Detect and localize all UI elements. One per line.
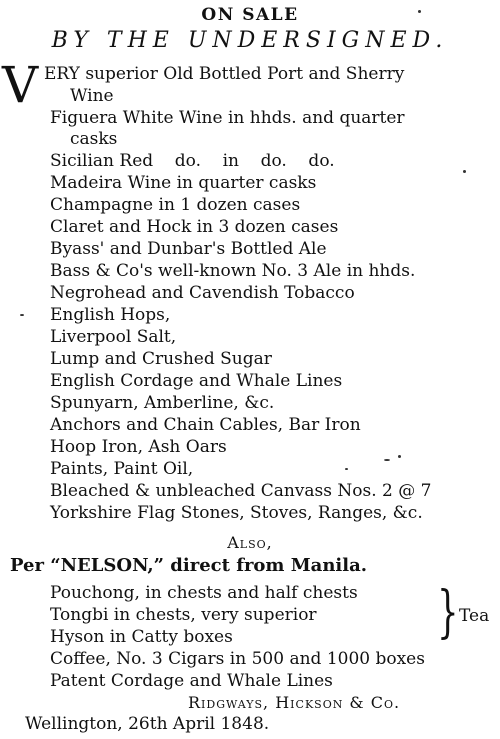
dateline: Wellington, 26th April 1848. [25, 714, 270, 734]
list-item: Paints, Paint Oil, [50, 459, 194, 479]
list-item: Champagne in 1 dozen cases [50, 195, 301, 215]
also-label: Also, [227, 533, 273, 552]
ink-speck [384, 459, 390, 461]
list-item: Bass & Co's well-known No. 3 Ale in hhds. [50, 261, 416, 281]
ink-speck [20, 314, 24, 316]
list-item: English Cordage and Whale Lines [50, 371, 343, 391]
ad-title: ON SALE [201, 5, 299, 25]
list-item: Negrohead and Cavendish Tobacco [50, 283, 355, 303]
tea-item: Hyson in Catty boxes [50, 627, 233, 647]
ink-speck [398, 455, 401, 458]
tea-item: Tongbi in chests, very superior [50, 605, 317, 625]
list-item: Madeira Wine in quarter casks [50, 173, 317, 193]
ad-subtitle: BY THE UNDERSIGNED. [51, 28, 449, 53]
list-item: casks [70, 129, 118, 149]
drop-cap: V [2, 56, 39, 114]
ink-speck [418, 10, 421, 13]
list-item: Sicilian Red do. in do. do. [50, 151, 335, 171]
list-item: Figuera White Wine in hhds. and quarter [50, 108, 405, 128]
tea-label: Tea [459, 606, 490, 626]
ship-heading: Per “NELSON,” direct from Manila. [10, 555, 368, 576]
signature: Ridgways, Hickson & Co. [188, 693, 401, 712]
list-item: Coffee, No. 3 Cigars in 500 and 1000 boxes [50, 649, 425, 669]
list-item: Yorkshire Flag Stones, Stoves, Ranges, &c. [50, 503, 423, 523]
tea-item: Pouchong, in chests and half chests [50, 583, 358, 603]
ink-speck [463, 170, 466, 173]
ink-speck [345, 468, 348, 470]
list-item: English Hops, [50, 305, 171, 325]
list-item: Anchors and Chain Cables, Bar Iron [50, 415, 361, 435]
curly-brace-icon: } [437, 580, 459, 645]
list-item: Claret and Hock in 3 dozen cases [50, 217, 339, 237]
first-item-continuation: Wine [70, 86, 114, 106]
list-item: Bleached & unbleached Canvass Nos. 2 @ 7 [50, 481, 432, 501]
list-item: Liverpool Salt, [50, 327, 177, 347]
list-item: Hoop Iron, Ash Oars [50, 437, 227, 457]
list-item: Lump and Crushed Sugar [50, 349, 272, 369]
list-item: Patent Cordage and Whale Lines [50, 671, 333, 691]
first-item-line: ERY superior Old Bottled Port and Sherry [44, 64, 405, 84]
list-item: Byass' and Dunbar's Bottled Ale [50, 239, 327, 259]
list-item: Spunyarn, Amberline, &c. [50, 393, 275, 413]
